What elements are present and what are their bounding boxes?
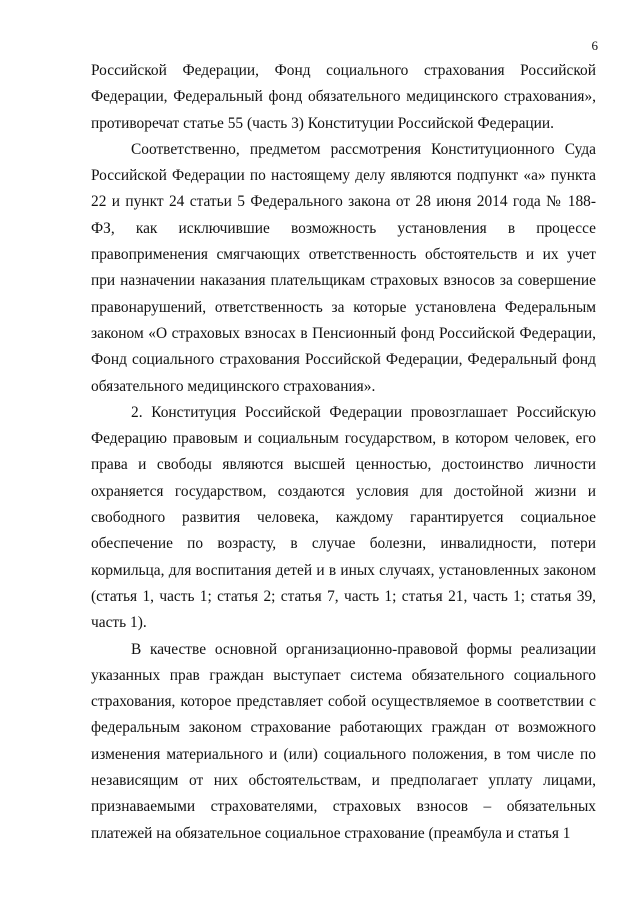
paragraph-subject-of-review: Соответственно, предметом рассмотрения Конституционного Суда Российской Федерации по настоящему делу являются подпункт «а» пункта 22 и пункт 24 статьи 5 Федерального закона от 28 июня 2014 года № 188-ФЗ, как исключившие возможность установления в процессе правоприменения смягчающих ответственность обстоятельств и их учет при назначении наказания плательщикам страховых взносов за совершение правонарушений, ответственность за которые установлена Федеральным законом «О страховых взносах в Пенсионный фонд Российской Федерации, Фонд социального страхования Российской Федерации, Федеральный фонд обязательного медицинского страхования». xyxy=(91,140,596,395)
page-number: 6 xyxy=(591,38,598,53)
paragraph-social-insurance: В качестве основной организационно-правовой формы реализации указанных прав граждан выступает система обязательного социального страхования, которое представляет собой осуществляемое в соответствии с федеральным законом страхование работающих граждан от возможного изменения материального и (или) социального положения, в том числе по независящим от них обстоятельствам, и предполагает уплату лицами, признаваемыми страхователями, страховых взносов – обязательных платежей на обязательное социальное страхование (преамбула и статья 1 xyxy=(91,640,596,842)
paragraph-constitution-provisions: 2. Конституция Российской Федерации провозглашает Российскую Федерацию правовым и социальным государством, в котором человек, его права и свободы являются высшей ценностью, достоинство личности охраняется государством, создаются условия для достойной жизни и свободного развития человека, каждому гарантируется социальное обеспечение по возрасту, в случае болезни, инвалидности, потери кормильца, для воспитания детей и в иных случаях, установленных законом (статья 1, часть 1; статья 2; статья 7, часть 1; статья 21, часть 1; статья 39, часть 1). xyxy=(91,403,596,632)
document-body xyxy=(91,58,596,847)
paragraph-continuation: Российской Федерации, Фонд социального страхования Российской Федерации, Федеральный фонд обязательного медицинского страхования», противоречат статье 55 (часть 3) Конституции Российской Федерации. xyxy=(91,62,596,132)
